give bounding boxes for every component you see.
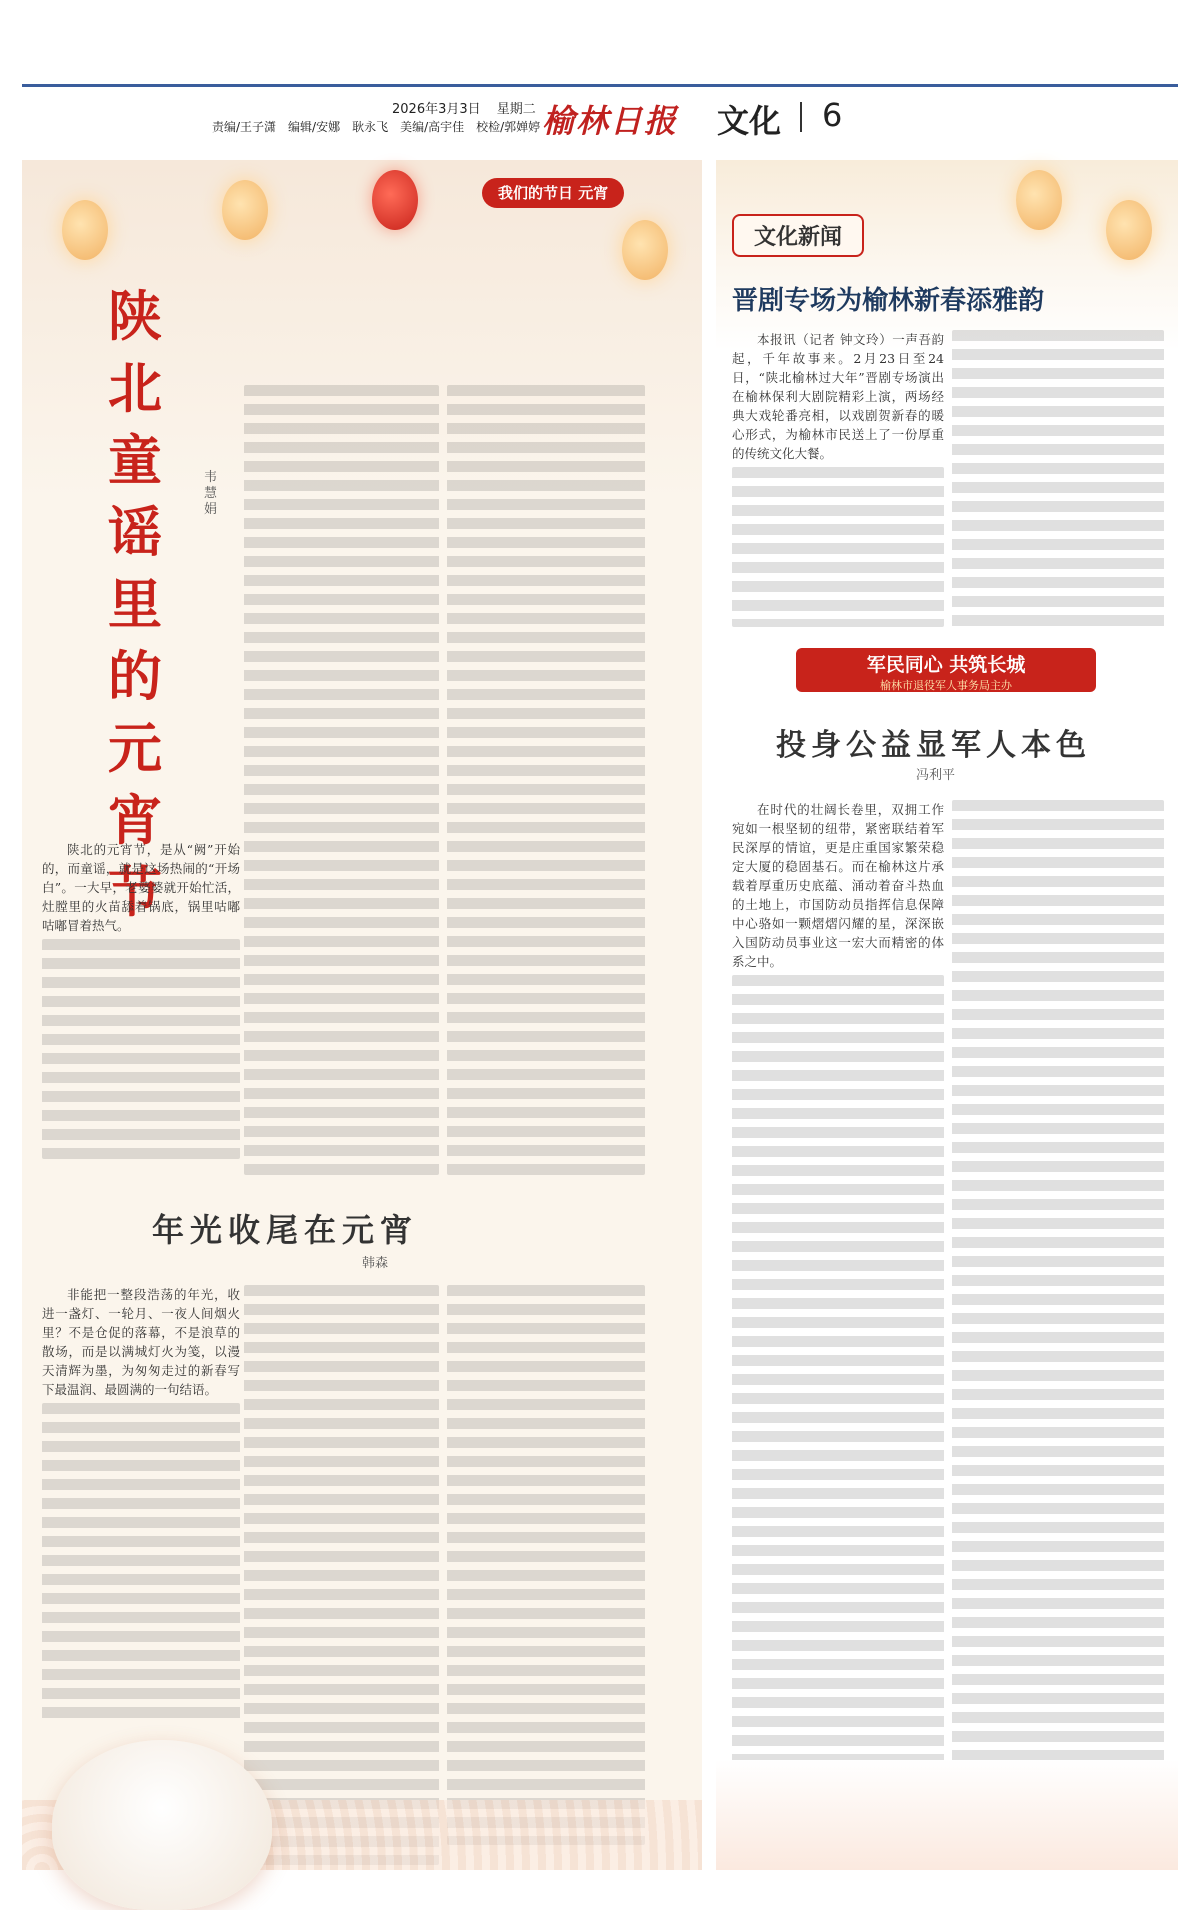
newspaper-logo: 榆林日报 xyxy=(542,102,679,140)
lantern-icon xyxy=(62,200,108,260)
news2-title: 投身公益显军人本色 xyxy=(776,728,1091,763)
body-text-lines xyxy=(732,975,944,1855)
lantern-icon xyxy=(222,180,268,240)
feature-intro-paragraph: 陕北的元宵节，是从“阙”开始的，而童谣，就是这场热闹的“开场白”。一大早，老婆婆就开始忙活，灶膛里的火苗舔着锅底，锅里咕嘟咕嘟冒着热气。 xyxy=(42,842,240,933)
body-text-lines xyxy=(952,800,1164,1860)
body-text-lines xyxy=(244,385,439,1175)
news1-lead-paragraph: 本报讯（记者 钟文玲）一声吾韵起，千年故事来。2月23日至24日，“陕北榆林过大年”晋剧专场演出在榆林保利大剧院精彩上演，两场经典大戏轮番亮相，以戏剧贺新春的暖心形式，为榆林市民送上了一份厚重的传统文化大餐。 xyxy=(732,332,944,461)
body-text-lines xyxy=(447,1285,645,1845)
tangyuan-bowl-illustration xyxy=(52,1740,272,1910)
page-number: 6 xyxy=(822,96,843,134)
section-title: 文化 xyxy=(717,102,782,140)
body-text-lines xyxy=(447,385,645,1175)
essay-column-3 xyxy=(447,1285,645,1845)
news2-column-1 xyxy=(732,800,944,1860)
essay-title: 年光收尾在元宵 xyxy=(152,1211,419,1249)
feature-intro-column xyxy=(42,840,240,1180)
feature-column-2 xyxy=(244,385,439,1175)
issue-date: 2026年3月3日 xyxy=(392,102,481,117)
date-line xyxy=(392,98,548,117)
body-text-lines xyxy=(732,467,944,627)
lantern-icon xyxy=(1016,170,1062,230)
header-divider xyxy=(800,102,802,132)
essay-author: 韩森 xyxy=(362,1256,389,1271)
festival-tag: 我们的节日 元宵 xyxy=(482,178,624,208)
body-text-lines xyxy=(244,1285,439,1865)
culture-news-tag: 文化新闻 xyxy=(732,214,864,257)
right-footer-decoration xyxy=(716,1760,1178,1870)
masthead xyxy=(22,96,1178,140)
essay-column-2 xyxy=(244,1285,439,1865)
news2-column-2 xyxy=(952,800,1164,1860)
red-lantern-icon xyxy=(372,170,418,230)
feature-title: 陕北童谣里的元宵节 xyxy=(108,284,162,924)
editor-credits: 责编/王子潇 编辑/安娜 耿永飞 美编/高宇佳 校检/郭婵婷 xyxy=(212,120,541,134)
column-banner xyxy=(796,648,1096,692)
lantern-icon xyxy=(622,220,668,280)
lantern-icon xyxy=(1106,200,1152,260)
top-rule xyxy=(22,84,1178,87)
feature-author: 韦慧娟 xyxy=(204,470,218,517)
essay-intro-paragraph: 非能把一整段浩荡的年光，收进一盏灯、一轮月、一夜人间烟火里？不是仓促的落幕，不是浪草的散场，而是以满城灯火为笺，以漫天清辉为墨，为匆匆走过的新春写下最温润、最圆满的一句结语。 xyxy=(42,1287,240,1397)
feature-column-3 xyxy=(447,385,645,1175)
right-news-panel xyxy=(716,160,1178,1870)
news1-column-1 xyxy=(732,330,944,630)
news1-title: 晋剧专场为榆林新春添雅韵 xyxy=(732,286,1045,316)
banner-sub-text: 榆林市退役军人事务局主办 xyxy=(880,679,1012,692)
news2-lead-paragraph: 在时代的壮阔长卷里，双拥工作宛如一根坚韧的纽带，紧密联结着军民深厚的情谊，更是庄重国家繁荣稳定大厦的稳固基石。而在榆林这片承载着厚重历史底蕴、涌动着奋斗热血的土地上，市国防动员指挥信息保障中心骆如一颗熠熠闪耀的星，深深嵌入国防动员事业这一宏大而精密的体系之中。 xyxy=(732,802,944,969)
news1-column-2 xyxy=(952,330,1164,630)
body-text-lines xyxy=(42,939,240,1159)
body-text-lines xyxy=(952,330,1164,630)
body-text-lines xyxy=(42,1403,240,1723)
essay-column-1 xyxy=(42,1285,240,1725)
issue-weekday: 星期二 xyxy=(496,102,536,117)
banner-main-text: 军民同心 共筑长城 xyxy=(866,654,1026,676)
news2-author: 冯利平 xyxy=(916,768,956,783)
left-feature-panel xyxy=(22,160,702,1870)
